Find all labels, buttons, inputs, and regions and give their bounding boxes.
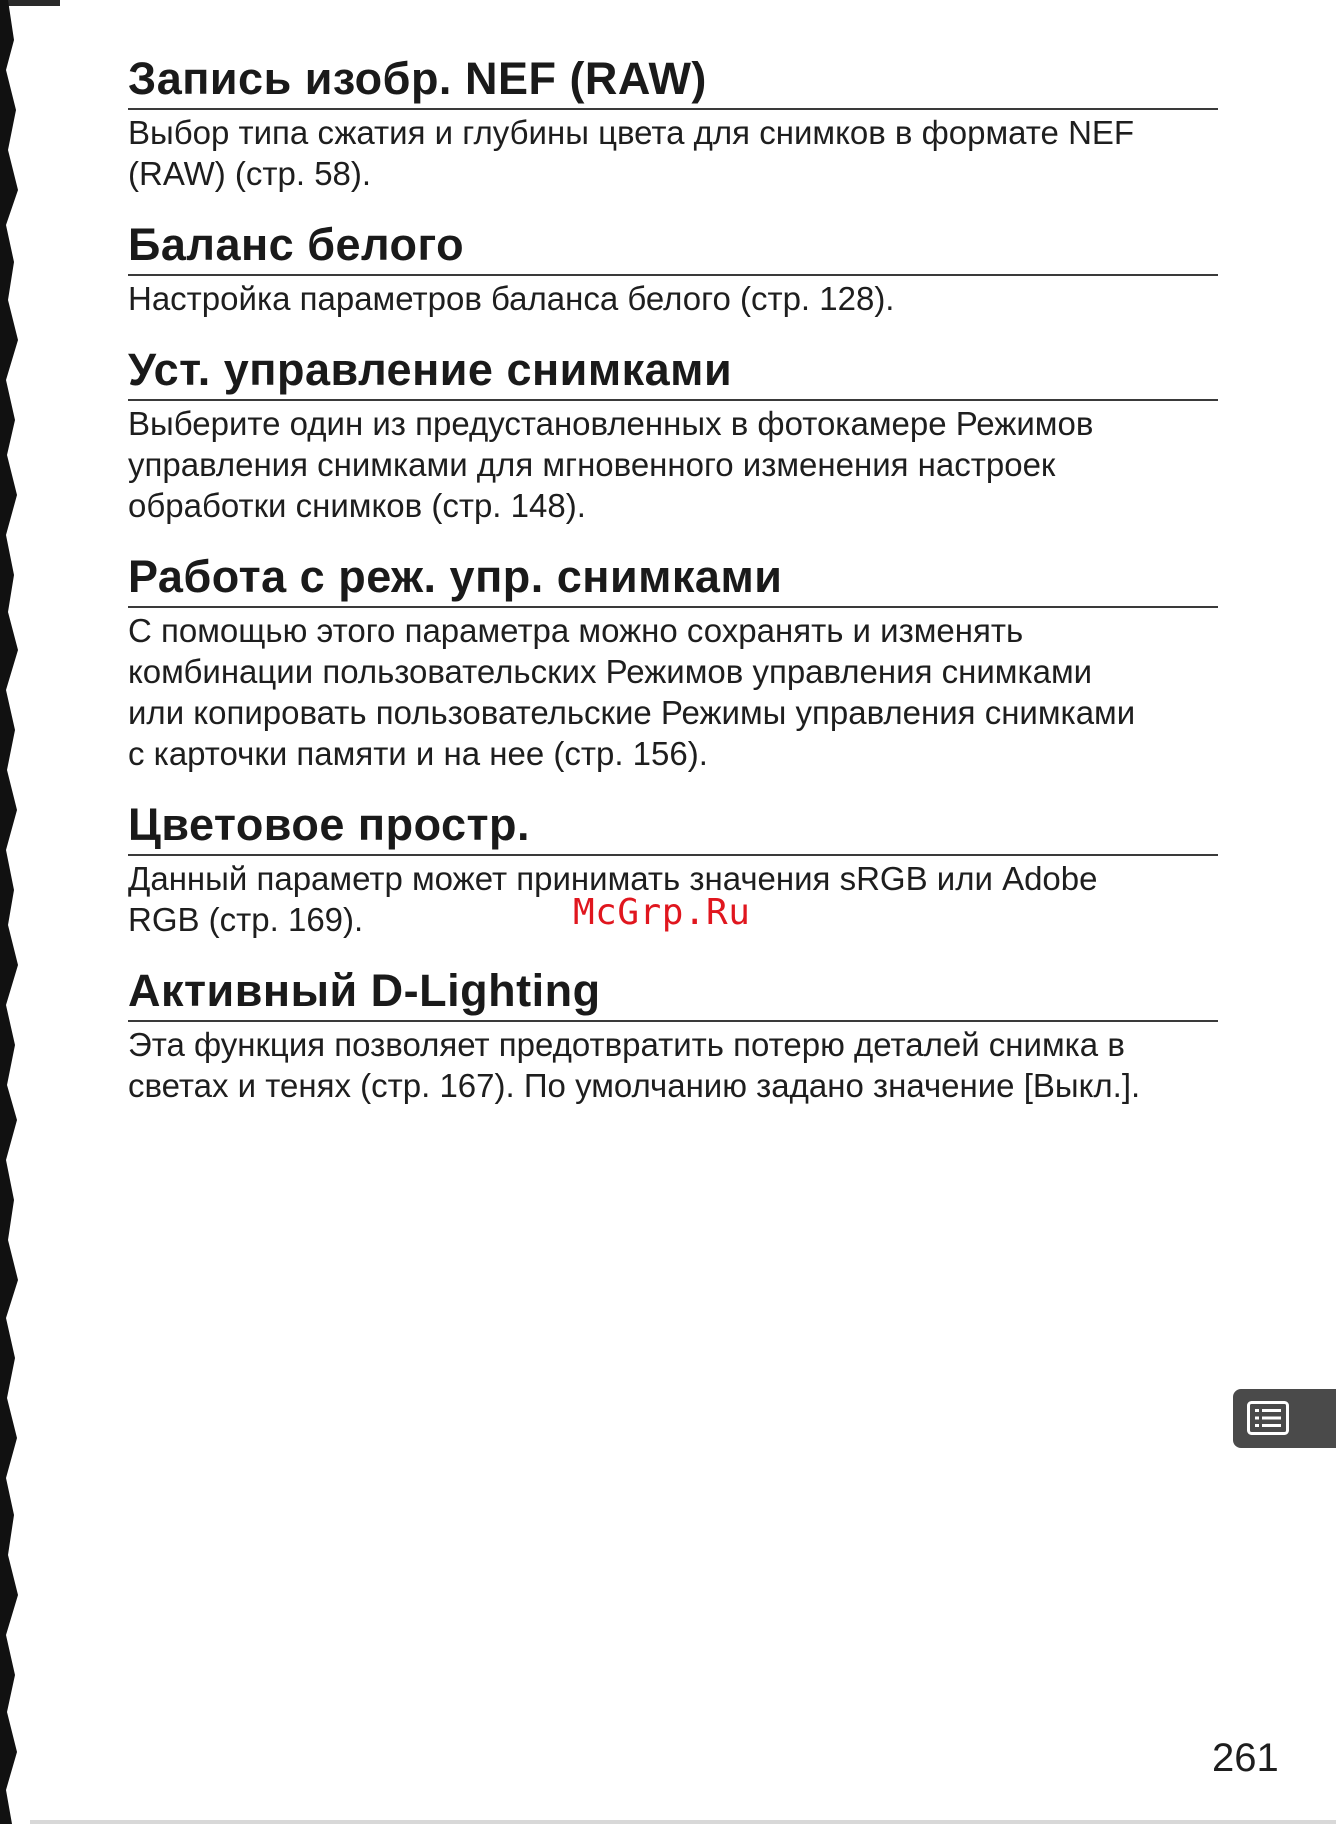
section-text [128, 1024, 1218, 1106]
section-title: Работа с реж. упр. снимками [128, 551, 783, 602]
section-white-balance [128, 216, 1218, 319]
text-line: светах и тенях (стр. 167). По умолчанию задано значение [Выкл.]. [128, 1067, 1141, 1104]
section-title: Запись изобр. NEF (RAW) [128, 53, 707, 104]
section-divider [128, 108, 1218, 110]
section-text [128, 610, 1218, 774]
section-title: Цветовое простр. [128, 799, 531, 850]
text-line: RGB (стр. 169). [128, 901, 364, 938]
text-line: Выбор типа сжатия и глубины цвета для снимков в формате NEF [128, 114, 1135, 151]
menu-list-icon [1247, 1401, 1289, 1435]
section-divider [128, 399, 1218, 401]
text-line: Настройка параметров баланса белого (стр. 128). [128, 280, 895, 317]
bottom-edge-mark [30, 1820, 1336, 1824]
section-active-d-lighting [128, 962, 1218, 1106]
text-line: с карточки памяти и на нее (стр. 156). [128, 735, 708, 772]
section-divider [128, 274, 1218, 276]
settings-descriptions [128, 50, 1218, 1128]
text-line: комбинации пользовательских Режимов управления снимками [128, 653, 1093, 690]
text-line: С помощью этого параметра можно сохранять и изменять [128, 612, 1024, 649]
text-line: Выберите один из предустановленных в фотокамере Режимов [128, 405, 1094, 442]
text-line: Данный параметр может принимать значения sRGB или Adobe [128, 860, 1098, 897]
section-divider [128, 1020, 1218, 1022]
torn-spiral-edge [0, 0, 26, 1824]
section-manage-picture-control [128, 548, 1218, 774]
text-line: управления снимками для мгновенного изменения настроек [128, 446, 1056, 483]
section-text [128, 112, 1218, 194]
text-line: или копировать пользовательские Режимы управления снимками [128, 694, 1136, 731]
section-divider [128, 606, 1218, 608]
section-set-picture-control [128, 341, 1218, 526]
section-divider [128, 854, 1218, 856]
watermark: McGrp.Ru [573, 892, 751, 933]
text-line: (RAW) (стр. 58). [128, 155, 372, 192]
section-title: Баланс белого [128, 219, 465, 270]
section-title: Уст. управление снимками [128, 344, 733, 395]
section-text [128, 403, 1218, 526]
section-text [128, 278, 1218, 319]
section-title: Активный D-Lighting [128, 965, 601, 1016]
text-line: Эта функция позволяет предотвратить потерю деталей снимка в [128, 1026, 1125, 1063]
text-line: обработки снимков (стр. 148). [128, 487, 586, 524]
section-nef-raw [128, 50, 1218, 194]
menu-section-tab [1233, 1389, 1336, 1448]
page-number: 261 [1212, 1736, 1279, 1780]
